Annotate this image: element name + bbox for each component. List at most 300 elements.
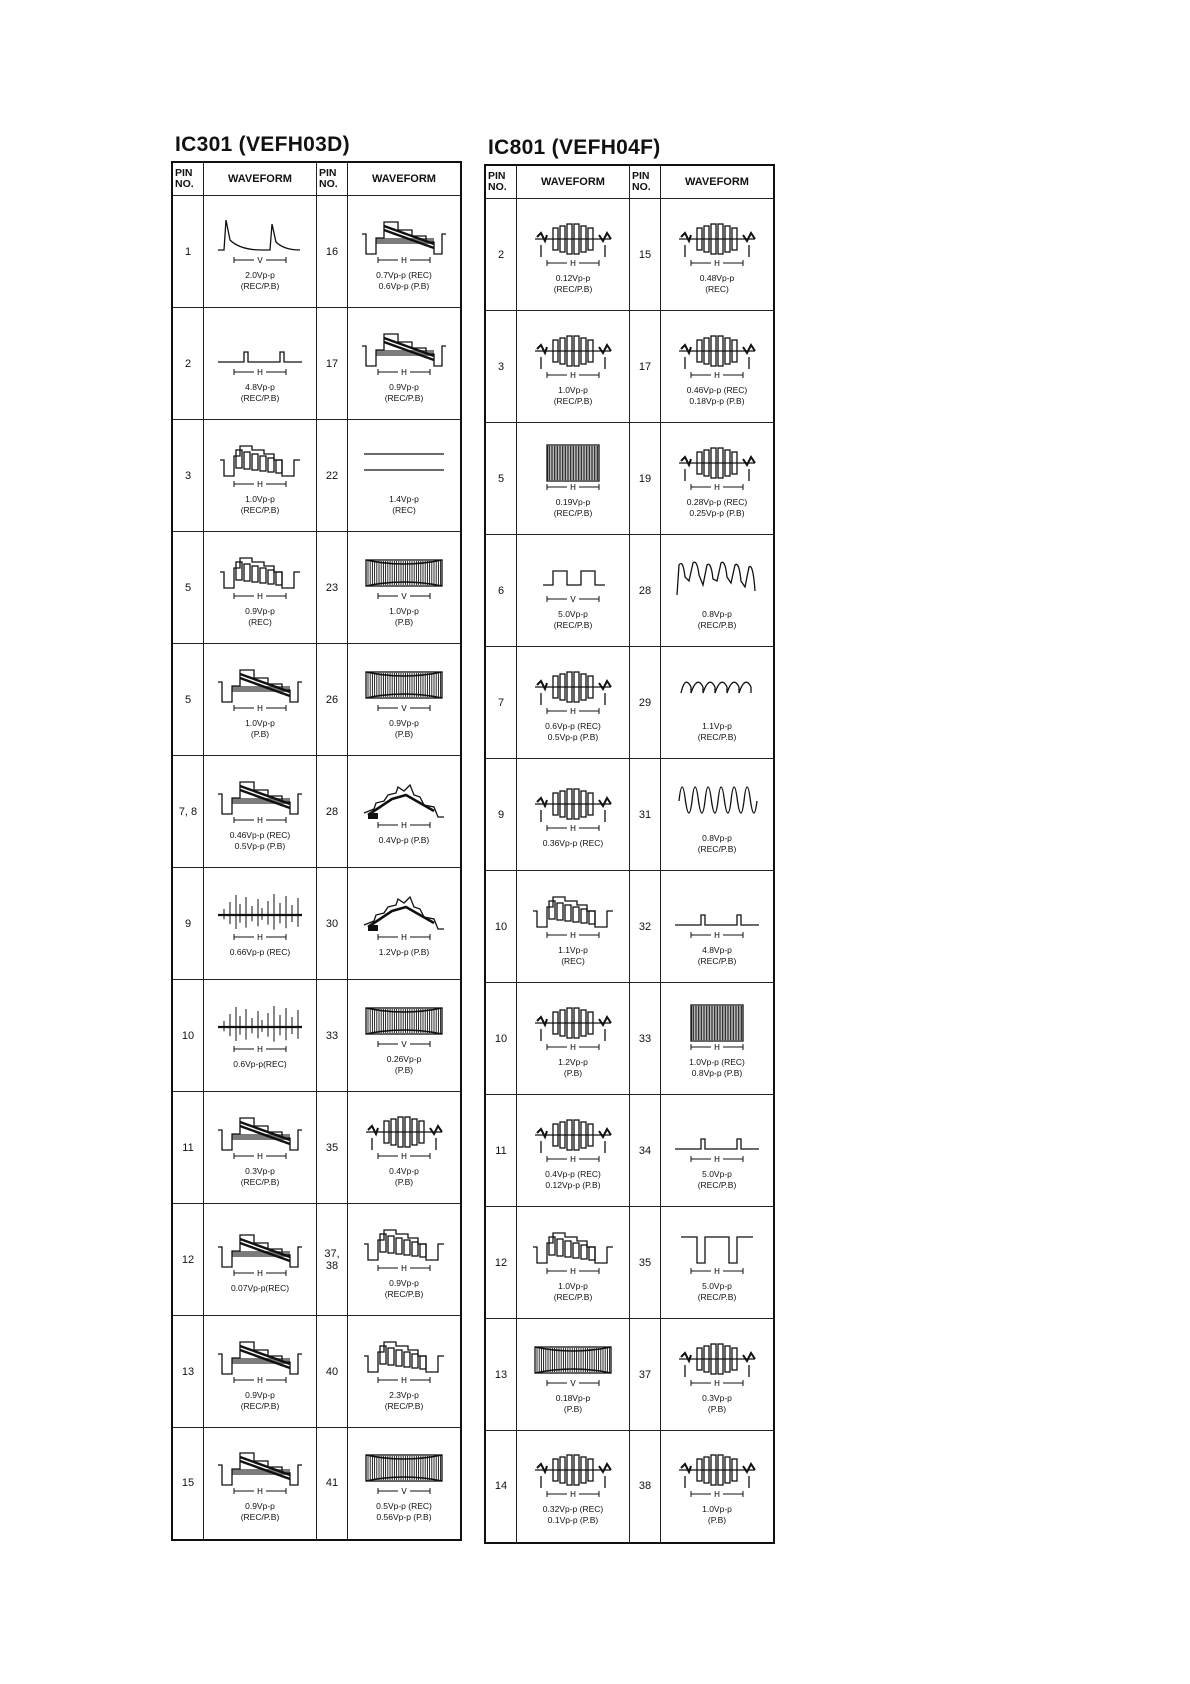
waveform-amplitude-label bbox=[661, 609, 773, 631]
amplitude-line-2: 0.56Vp-p (P.B) bbox=[376, 1512, 432, 1523]
waveform-amplitude-label bbox=[661, 833, 773, 855]
horizontal-pulse-waveform bbox=[667, 887, 767, 943]
amplitude-line-1: 1.0Vp-p (REC) bbox=[689, 1056, 745, 1067]
period-unit-label: H bbox=[401, 1375, 407, 1385]
amplitude-line-2: (REC/P.B) bbox=[553, 283, 593, 294]
table-row bbox=[172, 532, 461, 644]
period-unit-label: H bbox=[401, 821, 407, 830]
waveform-cell bbox=[348, 532, 462, 644]
amplitude-line-2: (P.B) bbox=[394, 616, 414, 627]
waveform-header: WAVEFORM bbox=[204, 162, 317, 196]
envelope-waveform bbox=[354, 548, 454, 604]
waveform-cell bbox=[348, 644, 462, 756]
period-unit-label: H bbox=[570, 258, 576, 268]
waveform-amplitude-label bbox=[348, 1501, 460, 1523]
table-row bbox=[172, 420, 461, 532]
pulse-train-waveform bbox=[667, 663, 767, 719]
period-unit-label: V bbox=[570, 594, 576, 604]
amplitude-line-1: 0.4Vp-p (REC) bbox=[545, 1168, 601, 1179]
waveform-amplitude-label bbox=[517, 1504, 629, 1526]
chroma-burst-waveform bbox=[667, 1446, 767, 1502]
waveform-cell bbox=[661, 871, 775, 983]
waveform-cell bbox=[348, 1092, 462, 1204]
pin-number: 37, 38 bbox=[317, 1204, 348, 1316]
chroma-burst-waveform bbox=[354, 1108, 454, 1164]
waveform-cell bbox=[517, 1095, 630, 1207]
waveform-amplitude-label bbox=[204, 1390, 316, 1412]
amplitude-line-1: 1.0Vp-p bbox=[558, 1280, 588, 1291]
amplitude-line-1: 0.9Vp-p bbox=[245, 1389, 275, 1400]
waveform-amplitude-label bbox=[204, 606, 316, 628]
pin-number: 30 bbox=[317, 868, 348, 980]
pin-number: 35 bbox=[630, 1207, 661, 1319]
amplitude-line-2: (P.B) bbox=[394, 728, 414, 739]
waveform-cell bbox=[517, 311, 630, 423]
amplitude-line-1: 0.4Vp-p (P.B) bbox=[378, 835, 430, 845]
waveform-amplitude-label bbox=[517, 721, 629, 743]
amplitude-line-1: 2.3Vp-p bbox=[389, 1389, 419, 1400]
pin-number: 10 bbox=[172, 980, 204, 1092]
table-row bbox=[172, 644, 461, 756]
envelope-waveform bbox=[523, 1335, 623, 1391]
period-unit-label: H bbox=[570, 1042, 576, 1052]
waveform-amplitude-label bbox=[348, 947, 460, 958]
pin-number: 13 bbox=[485, 1319, 517, 1431]
amplitude-line-2: 0.1Vp-p (P.B) bbox=[547, 1515, 599, 1526]
pin-number: 2 bbox=[172, 308, 204, 420]
amplitude-line-2: (REC/P.B) bbox=[697, 843, 737, 854]
chroma-burst-waveform bbox=[523, 780, 623, 836]
period-unit-label: V bbox=[401, 1039, 407, 1049]
amplitude-line-2: (REC/P.B) bbox=[697, 1291, 737, 1302]
waveform-cell bbox=[204, 532, 317, 644]
staircase-video-waveform bbox=[210, 1225, 310, 1281]
waveform-amplitude-label bbox=[661, 1169, 773, 1191]
waveform-cell bbox=[204, 1428, 317, 1540]
waveform-cell bbox=[348, 1316, 462, 1428]
amplitude-line-1: 0.9Vp-p bbox=[389, 1277, 419, 1288]
waveform-amplitude-label bbox=[661, 385, 773, 407]
pin-number: 29 bbox=[630, 647, 661, 759]
chroma-burst-waveform bbox=[667, 215, 767, 271]
pin-number: 13 bbox=[172, 1316, 204, 1428]
waveform-amplitude-label bbox=[204, 830, 316, 852]
waveform-cell bbox=[517, 647, 630, 759]
chroma-burst-waveform bbox=[523, 663, 623, 719]
amplitude-line-1: 0.9Vp-p bbox=[245, 605, 275, 616]
chroma-burst-waveform bbox=[523, 999, 623, 1055]
waveform-cell bbox=[348, 1204, 462, 1316]
pin-number: 19 bbox=[630, 423, 661, 535]
amplitude-line-1: 1.0Vp-p bbox=[245, 493, 275, 504]
color-bar-waveform bbox=[523, 887, 623, 943]
amplitude-line-2: (REC) bbox=[561, 955, 585, 966]
amplitude-line-1: 1.4Vp-p bbox=[389, 493, 419, 504]
pin-number: 17 bbox=[317, 308, 348, 420]
staircase-video-waveform bbox=[210, 660, 310, 716]
waveform-cell bbox=[348, 196, 462, 308]
amplitude-line-2: (P.B) bbox=[707, 1403, 727, 1414]
horizontal-pulse-waveform bbox=[210, 324, 310, 380]
amplitude-line-1: 0.9Vp-p bbox=[389, 381, 419, 392]
table-row bbox=[485, 647, 774, 759]
waveform-amplitude-label bbox=[348, 1166, 460, 1188]
waveform-cell bbox=[661, 1207, 775, 1319]
amplitude-line-1: 5.0Vp-p bbox=[558, 608, 588, 619]
pin-number: 11 bbox=[172, 1092, 204, 1204]
amplitude-line-2: 0.25Vp-p (P.B) bbox=[689, 507, 745, 518]
waveform-amplitude-label bbox=[348, 606, 460, 628]
amplitude-line-2: (REC/P.B) bbox=[240, 1400, 280, 1411]
waveform-cell bbox=[348, 756, 462, 868]
pin-number: 5 bbox=[172, 532, 204, 644]
period-unit-label: H bbox=[570, 1154, 576, 1164]
amplitude-line-1: 0.19Vp-p bbox=[555, 496, 591, 507]
pin-number: 38 bbox=[630, 1431, 661, 1543]
period-unit-label: H bbox=[714, 258, 720, 268]
waveform-amplitude-label bbox=[204, 718, 316, 740]
waveform-amplitude-label bbox=[661, 273, 773, 295]
waveform-cell bbox=[661, 311, 775, 423]
table-row bbox=[485, 871, 774, 983]
waveform-cell bbox=[517, 535, 630, 647]
amplitude-line-1: 0.8Vp-p bbox=[702, 608, 732, 619]
period-unit-label: H bbox=[570, 370, 576, 380]
waveform-amplitude-label bbox=[204, 382, 316, 404]
waveform-amplitude-label bbox=[661, 497, 773, 519]
pin-number: 23 bbox=[317, 532, 348, 644]
period-unit-label: H bbox=[570, 930, 576, 940]
amplitude-line-2: (REC) bbox=[705, 283, 729, 294]
ic301-panel bbox=[171, 133, 462, 1541]
period-unit-label: H bbox=[714, 1042, 720, 1052]
table-row bbox=[172, 980, 461, 1092]
pin-number: 22 bbox=[317, 420, 348, 532]
amplitude-line-2: (REC/P.B) bbox=[697, 1179, 737, 1190]
staircase-video-waveform bbox=[354, 324, 454, 380]
ic801-panel bbox=[484, 136, 775, 1544]
color-bar-waveform bbox=[210, 436, 310, 492]
waveform-cell bbox=[661, 1319, 775, 1431]
pin-number: 3 bbox=[485, 311, 517, 423]
amplitude-line-2: 0.12Vp-p (P.B) bbox=[545, 1179, 601, 1190]
pin-no-header: PIN NO. bbox=[317, 162, 348, 196]
chroma-burst-waveform bbox=[667, 1335, 767, 1391]
waveform-amplitude-label bbox=[517, 385, 629, 407]
amplitude-line-1: 0.6Vp-p (REC) bbox=[545, 720, 601, 731]
amplitude-line-1: 4.8Vp-p bbox=[245, 381, 275, 392]
staircase-video-waveform bbox=[354, 212, 454, 268]
period-unit-label: H bbox=[714, 370, 720, 380]
period-unit-label: H bbox=[570, 1490, 576, 1500]
amplitude-line-1: 0.28Vp-p (REC) bbox=[686, 496, 748, 507]
waveform-cell bbox=[661, 1095, 775, 1207]
pin-number: 34 bbox=[630, 1095, 661, 1207]
waveform-cell bbox=[661, 1431, 775, 1543]
ic301-waveform-table bbox=[171, 161, 462, 1541]
sine-wave-waveform bbox=[667, 775, 767, 831]
amplitude-line-2: (REC/P.B) bbox=[240, 280, 280, 291]
period-unit-label: H bbox=[714, 482, 720, 492]
waveform-amplitude-label bbox=[517, 1281, 629, 1303]
amplitude-line-1: 0.3Vp-p bbox=[245, 1165, 275, 1176]
square-wave-waveform bbox=[523, 551, 623, 607]
amplitude-line-2: (REC/P.B) bbox=[384, 392, 424, 403]
period-unit-label: H bbox=[401, 933, 407, 942]
amplitude-line-1: 1.0Vp-p bbox=[245, 717, 275, 728]
waveform-cell bbox=[204, 756, 317, 868]
irregular-wave-waveform bbox=[667, 551, 767, 607]
amplitude-line-2: (REC/P.B) bbox=[240, 504, 280, 515]
waveform-amplitude-label bbox=[661, 1281, 773, 1303]
amplitude-line-1: 0.32Vp-p (REC) bbox=[542, 1504, 604, 1515]
pin-number: 12 bbox=[485, 1207, 517, 1319]
staircase-video-waveform bbox=[210, 772, 310, 828]
envelope-waveform bbox=[354, 660, 454, 716]
ic301-title: IC301 (VEFH03D) bbox=[175, 133, 350, 156]
chroma-burst-waveform bbox=[667, 439, 767, 495]
amplitude-line-2: (REC/P.B) bbox=[553, 1291, 593, 1302]
period-unit-label: V bbox=[401, 1487, 407, 1497]
waveform-amplitude-label bbox=[204, 1283, 316, 1294]
table-row bbox=[485, 423, 774, 535]
waveform-amplitude-label bbox=[661, 1504, 773, 1526]
chroma-burst-waveform bbox=[523, 1111, 623, 1167]
spike-waveform bbox=[210, 889, 310, 945]
waveform-amplitude-label bbox=[204, 270, 316, 292]
amplitude-line-1: 1.0Vp-p bbox=[558, 384, 588, 395]
pin-number: 2 bbox=[485, 199, 517, 311]
waveform-amplitude-label bbox=[517, 497, 629, 519]
table-row bbox=[485, 983, 774, 1095]
color-bar-waveform bbox=[354, 1220, 454, 1276]
amplitude-line-1: 0.6Vp-p(REC) bbox=[233, 1059, 287, 1069]
waveform-amplitude-label bbox=[517, 838, 629, 849]
noisy-staircase-waveform bbox=[354, 777, 454, 833]
waveform-amplitude-label bbox=[348, 1390, 460, 1412]
waveform-header: WAVEFORM bbox=[661, 165, 775, 199]
pin-number: 1 bbox=[172, 196, 204, 308]
amplitude-line-1: 0.07Vp-p(REC) bbox=[230, 1283, 290, 1293]
color-bar-waveform bbox=[354, 1332, 454, 1388]
waveform-cell bbox=[204, 1316, 317, 1428]
amplitude-line-2: (REC/P.B) bbox=[384, 1288, 424, 1299]
period-unit-label: H bbox=[257, 933, 263, 942]
period-unit-label: H bbox=[714, 1154, 720, 1164]
waveform-cell bbox=[517, 1431, 630, 1543]
waveform-amplitude-label bbox=[204, 1059, 316, 1070]
amplitude-line-2: (REC/P.B) bbox=[697, 955, 737, 966]
table-row bbox=[485, 759, 774, 871]
amplitude-line-2: (REC) bbox=[392, 504, 416, 515]
period-unit-label: H bbox=[570, 706, 576, 716]
waveform-amplitude-label bbox=[517, 273, 629, 295]
waveform-cell bbox=[204, 1092, 317, 1204]
waveform-amplitude-label bbox=[517, 1169, 629, 1191]
amplitude-line-1: 0.46Vp-p (REC) bbox=[686, 384, 748, 395]
pin-number: 28 bbox=[630, 535, 661, 647]
period-unit-label: H bbox=[257, 591, 263, 601]
period-unit-label: H bbox=[570, 482, 576, 492]
waveform-cell bbox=[348, 868, 462, 980]
pin-number: 17 bbox=[630, 311, 661, 423]
amplitude-line-1: 1.0Vp-p bbox=[702, 1504, 732, 1515]
waveform-cell bbox=[348, 980, 462, 1092]
period-unit-label: H bbox=[714, 1266, 720, 1276]
amplitude-line-2: (REC/P.B) bbox=[553, 507, 593, 518]
staircase-video-waveform bbox=[210, 1443, 310, 1499]
amplitude-line-2: (REC/P.B) bbox=[697, 731, 737, 742]
waveform-amplitude-label bbox=[348, 1054, 460, 1076]
chroma-burst-waveform bbox=[523, 327, 623, 383]
pin-no-header: PIN NO. bbox=[630, 165, 661, 199]
table-row bbox=[172, 1204, 461, 1316]
waveform-amplitude-label bbox=[517, 945, 629, 967]
period-unit-label: H bbox=[570, 1266, 576, 1276]
dc-level-waveform bbox=[354, 436, 454, 492]
period-unit-label: H bbox=[257, 367, 263, 377]
table-row bbox=[172, 308, 461, 420]
table-row bbox=[172, 756, 461, 868]
amplitude-line-1: 4.8Vp-p bbox=[702, 944, 732, 955]
pin-number: 9 bbox=[485, 759, 517, 871]
amplitude-line-1: 2.0Vp-p bbox=[245, 269, 275, 280]
waveform-cell bbox=[661, 199, 775, 311]
amplitude-line-1: 0.8Vp-p bbox=[702, 832, 732, 843]
pin-number: 33 bbox=[630, 983, 661, 1095]
waveform-amplitude-label bbox=[661, 721, 773, 743]
amplitude-line-2: (P.B) bbox=[394, 1064, 414, 1075]
pin-number: 28 bbox=[317, 756, 348, 868]
period-unit-label: H bbox=[401, 367, 407, 377]
pin-number: 12 bbox=[172, 1204, 204, 1316]
negative-pulse-waveform bbox=[667, 1223, 767, 1279]
horizontal-pulse-waveform bbox=[667, 1111, 767, 1167]
amplitude-line-1: 0.5Vp-p (REC) bbox=[376, 1501, 432, 1512]
pin-number: 16 bbox=[317, 196, 348, 308]
waveform-amplitude-label bbox=[348, 718, 460, 740]
table-row bbox=[172, 868, 461, 980]
amplitude-line-1: 0.4Vp-p bbox=[389, 1165, 419, 1176]
amplitude-line-1: 5.0Vp-p bbox=[702, 1168, 732, 1179]
table-row bbox=[485, 199, 774, 311]
period-unit-label: H bbox=[401, 255, 407, 265]
waveform-amplitude-label bbox=[348, 382, 460, 404]
waveform-cell bbox=[204, 196, 317, 308]
spike-waveform bbox=[210, 1001, 310, 1057]
period-unit-label: H bbox=[570, 824, 576, 833]
dense-carrier-waveform bbox=[667, 999, 767, 1055]
staircase-video-waveform bbox=[210, 1108, 310, 1164]
waveform-cell bbox=[517, 1319, 630, 1431]
waveform-amplitude-label bbox=[661, 1393, 773, 1415]
color-bar-waveform bbox=[210, 548, 310, 604]
amplitude-line-2: (P.B) bbox=[707, 1515, 727, 1526]
pin-number: 31 bbox=[630, 759, 661, 871]
period-unit-label: H bbox=[257, 1269, 263, 1278]
waveform-cell bbox=[204, 1204, 317, 1316]
chroma-burst-waveform bbox=[667, 327, 767, 383]
waveform-cell bbox=[348, 420, 462, 532]
amplitude-line-1: 1.1Vp-p bbox=[558, 944, 588, 955]
period-unit-label: H bbox=[401, 1151, 407, 1161]
waveform-cell bbox=[661, 647, 775, 759]
table-row bbox=[485, 1319, 774, 1431]
pin-number: 37 bbox=[630, 1319, 661, 1431]
pin-number: 10 bbox=[485, 983, 517, 1095]
amplitude-line-2: (REC/P.B) bbox=[240, 1176, 280, 1187]
ic801-waveform-table bbox=[484, 164, 775, 1544]
pin-number: 5 bbox=[172, 644, 204, 756]
waveform-cell bbox=[661, 759, 775, 871]
amplitude-line-2: 0.8Vp-p (P.B) bbox=[691, 1067, 743, 1078]
table-header-row bbox=[172, 162, 461, 196]
amplitude-line-1: 1.0Vp-p bbox=[389, 605, 419, 616]
noisy-staircase-waveform bbox=[354, 889, 454, 945]
waveform-cell bbox=[661, 423, 775, 535]
period-unit-label: H bbox=[257, 1151, 263, 1161]
amplitude-line-2: (P.B) bbox=[563, 1403, 583, 1414]
pin-number: 11 bbox=[485, 1095, 517, 1207]
amplitude-line-1: 0.12Vp-p bbox=[555, 272, 591, 283]
waveform-amplitude-label bbox=[348, 1278, 460, 1300]
amplitude-line-1: 0.48Vp-p bbox=[699, 272, 735, 283]
pin-number: 32 bbox=[630, 871, 661, 983]
amplitude-line-1: 1.2Vp-p bbox=[558, 1056, 588, 1067]
table-row bbox=[172, 1428, 461, 1540]
pin-number: 41 bbox=[317, 1428, 348, 1540]
waveform-amplitude-label bbox=[517, 1057, 629, 1079]
pin-no-header: PIN NO. bbox=[172, 162, 204, 196]
waveform-cell bbox=[517, 871, 630, 983]
waveform-cell bbox=[204, 644, 317, 756]
color-bar-waveform bbox=[523, 1223, 623, 1279]
table-header-row bbox=[485, 165, 774, 199]
table-row bbox=[485, 311, 774, 423]
amplitude-line-2: (P.B) bbox=[250, 728, 270, 739]
envelope-waveform bbox=[354, 996, 454, 1052]
amplitude-line-2: (REC/P.B) bbox=[384, 1400, 424, 1411]
waveform-amplitude-label bbox=[204, 1501, 316, 1523]
amplitude-line-2: (REC/P.B) bbox=[240, 392, 280, 403]
waveform-cell bbox=[204, 308, 317, 420]
period-unit-label: H bbox=[257, 815, 263, 825]
amplitude-line-2: (REC) bbox=[248, 616, 272, 627]
pin-number: 15 bbox=[172, 1428, 204, 1540]
period-unit-label: H bbox=[257, 1375, 263, 1385]
amplitude-line-1: 5.0Vp-p bbox=[702, 1280, 732, 1291]
period-unit-label: H bbox=[714, 930, 720, 940]
amplitude-line-2: (REC/P.B) bbox=[553, 395, 593, 406]
amplitude-line-1: 0.9Vp-p bbox=[389, 717, 419, 728]
pin-number: 7 bbox=[485, 647, 517, 759]
waveform-amplitude-label bbox=[348, 494, 460, 516]
pin-number: 6 bbox=[485, 535, 517, 647]
amplitude-line-1: 1.1Vp-p bbox=[702, 720, 732, 731]
table-row bbox=[485, 1095, 774, 1207]
waveform-header: WAVEFORM bbox=[348, 162, 462, 196]
period-unit-label: H bbox=[714, 1378, 720, 1388]
waveform-cell bbox=[517, 423, 630, 535]
amplitude-line-1: 1.2Vp-p (P.B) bbox=[378, 947, 430, 957]
period-unit-label: H bbox=[401, 1263, 407, 1273]
waveform-cell bbox=[517, 983, 630, 1095]
waveform-cell bbox=[517, 199, 630, 311]
pin-number: 14 bbox=[485, 1431, 517, 1543]
period-unit-label: V bbox=[401, 591, 407, 601]
chroma-burst-waveform bbox=[523, 215, 623, 271]
amplitude-line-1: 0.46Vp-p (REC) bbox=[229, 829, 291, 840]
